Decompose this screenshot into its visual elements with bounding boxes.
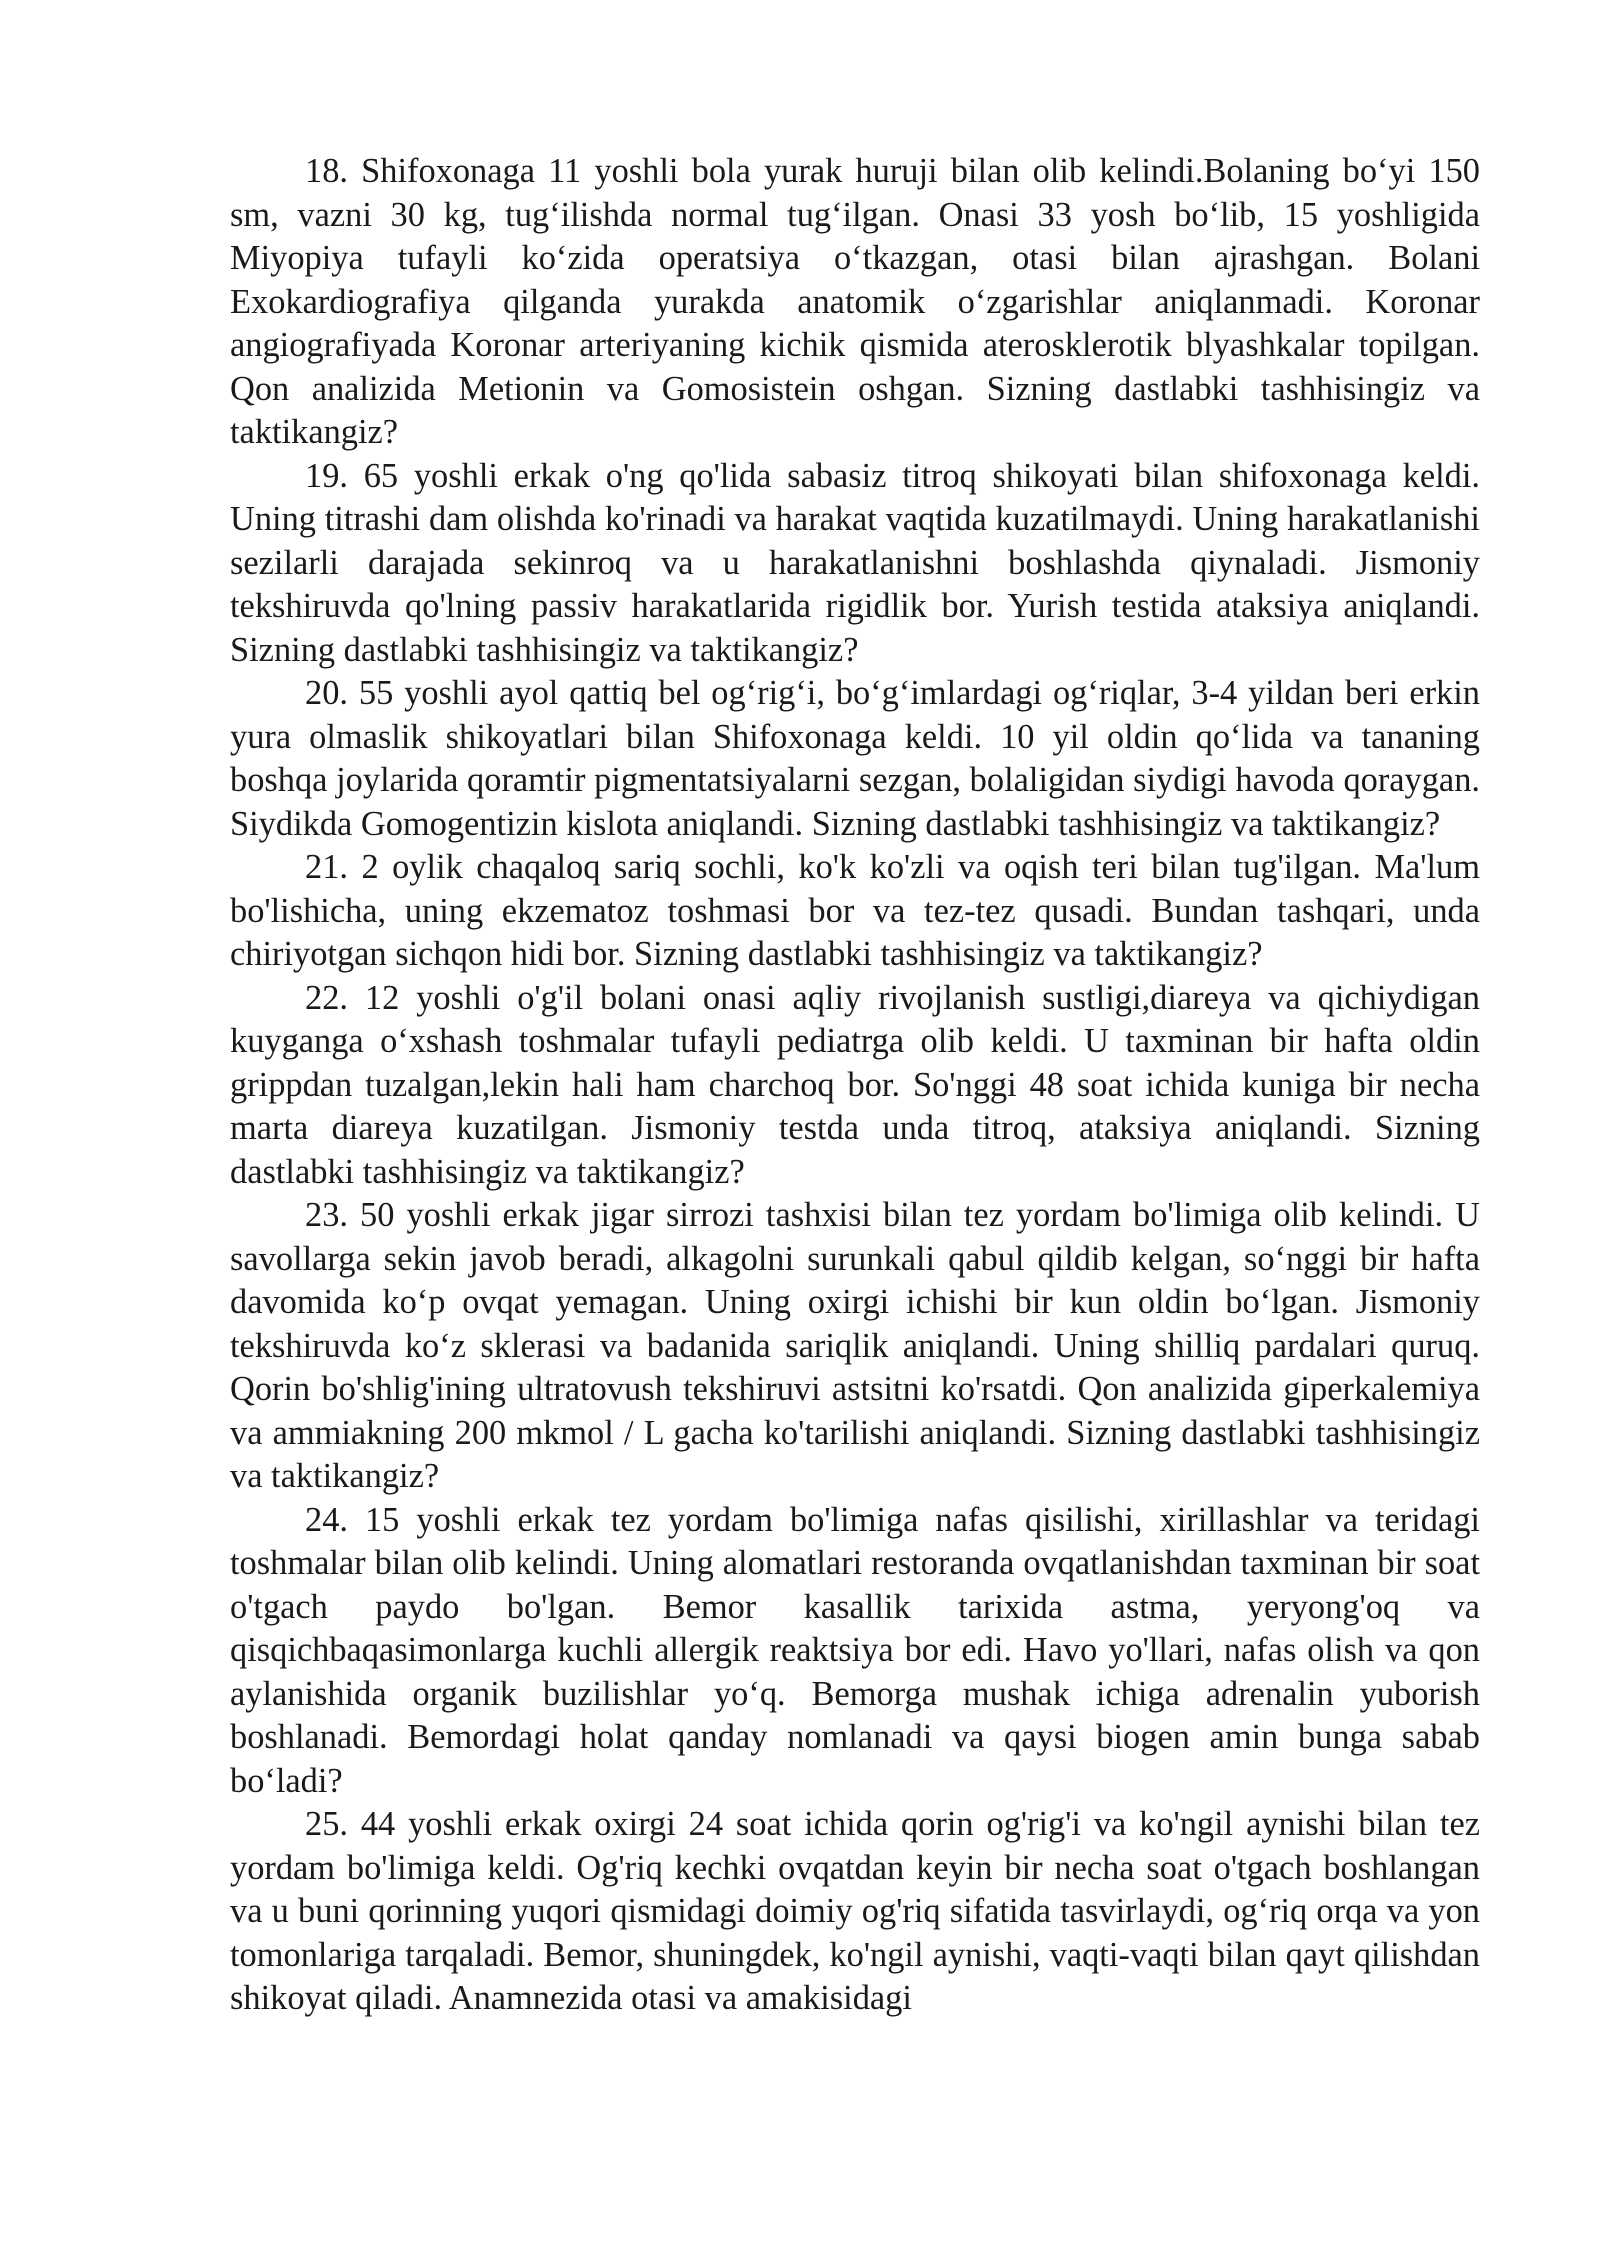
case-23-paragraph: 23. 50 yoshli erkak jigar sirrozi tashxisi bilan tez yordam bo'limiga olib kelindi. U savollarga sekin javob beradi, alkagolni surunkali qabul qildib kelgan, so‘nggi bir hafta davomida ko‘p ovqat yemagan. Uning oxirgi ichishi bir kun oldin bo‘lgan. Jismoniy tekshiruvda ko‘z sklerasi va badanida sariqlik aniqlandi. Uning shilliq pardalari quruq. Qorin bo'shlig'ining ultratovush tekshiruvi astsitni ko'rsatdi. Qon analizida giperkalemiya va ammiakning 200 mkmol / L gacha ko'tarilishi aniqlandi. Sizning dastlabki tashhisingiz va taktikangiz?	[230, 1196, 1480, 1495]
case-20-paragraph: 20. 55 yoshli ayol qattiq bel og‘rig‘i, bo‘g‘imlardagi og‘riqlar, 3-4 yildan beri erkin yura olmaslik shikoyatlari bilan Shifoxonaga keldi. 10 yil oldin qo‘lida va tananing boshqa joylarida qoramtir pigmentatsiyalarni sezgan, bolaligidan siydigi havoda qoraygan. Siydikda Gomogentizin kislota aniqlandi. Sizning dastlabki tashhisingiz va taktikangiz?	[230, 674, 1480, 843]
case-19-paragraph: 19. 65 yoshli erkak o'ng qo'lida sabasiz titroq shikoyati bilan shifoxonaga keldi. Uning titrashi dam olishda ko'rinadi va harakat vaqtida kuzatilmaydi. Uning harakatlanishi sezilarli darajada sekinroq va u harakatlanishni boshlashda qiynaladi. Jismoniy tekshiruvda qo'lning passiv harakatlarida rigidlik bor. Yurish testida ataksiya aniqlandi. Sizning dastlabki tashhisingiz va taktikangiz?	[230, 456, 1480, 669]
case-25-paragraph: 25. 44 yoshli erkak oxirgi 24 soat ichida qorin og'rig'i va ko'ngil aynishi bilan tez yordam bo'limiga keldi. Og'riq kechki ovqatdan keyin bir necha soat o'tgach boshlangan va u buni qorinning yuqori qismidagi doimiy og'riq sifatida tasvirlaydi, og‘riq orqa va yon tomonlariga tarqaladi. Bemor, shuningdek, ko'ngil aynishi, vaqti-vaqti bilan qayt qilishdan shikoyat qiladi. Anamnezida otasi va amakisidagi	[230, 1805, 1480, 2017]
case-22-paragraph: 22. 12 yoshli o'g'il bolani onasi aqliy rivojlanish sustligi,diareya va qichiydigan kuyganga o‘xshash toshmalar tufayli pediatrga olib keldi. U taxminan bir hafta oldin grippdan tuzalgan,lekin hali ham charchoq bor. So'nggi 48 soat ichida kuniga bir necha marta diareya kuzatilgan. Jismoniy testda unda titroq, ataksiya aniqlandi. Sizning dastlabki tashhisingiz va taktikangiz?	[230, 978, 1480, 1191]
case-18-paragraph: 18. Shifoxonaga 11 yoshli bola yurak huruji bilan olib kelindi.Bolaning bo‘yi 150 sm, vazni 30 kg, tug‘ilishda normal tug‘ilgan. Onasi 33 yosh bo‘lib, 15 yoshligida Miyopiya tufayli ko‘zida operatsiya o‘tkazgan, otasi bilan ajrashgan. Bolani Exokardiografiya qilganda yurakda anatomik o‘zgarishlar aniqlanmadi. Koronar angiografiyada Koronar arteriyaning kichik qismida aterosklerotik blyashkalar topilgan. Qon analizida Metionin va Gomosistein oshgan. Sizning dastlabki tashhisingiz va taktikangiz?	[230, 152, 1480, 451]
document-page	[230, 150, 1480, 2021]
case-24-paragraph: 24. 15 yoshli erkak tez yordam bo'limiga nafas qisilishi, xirillashlar va teridagi toshmalar bilan olib kelindi. Uning alomatlari restoranda ovqatlanishdan taxminan bir soat o'tgach paydo bo'lgan. Bemor kasallik tarixida astma, yeryong'oq va qisqichbaqasimonlarga kuchli allergik reaktsiya bor edi. Havo yo'llari, nafas olish va qon aylanishida organik buzilishlar yo‘q. Bemorga mushak ichiga adrenalin yuborish boshlanadi. Bemordagi holat qanday nomlanadi va qaysi biogen amin bunga sabab bo‘ladi?	[230, 1500, 1480, 1800]
case-21-paragraph: 21. 2 oylik chaqaloq sariq sochli, ko'k ko'zli va oqish teri bilan tug'ilgan. Ma'lum bo'lishicha, uning ekzematoz toshmasi bor va tez-tez qusadi. Bundan tashqari, unda chiriyotgan sichqon hidi bor. Sizning dastlabki tashhisingiz va taktikangiz?	[230, 848, 1480, 973]
